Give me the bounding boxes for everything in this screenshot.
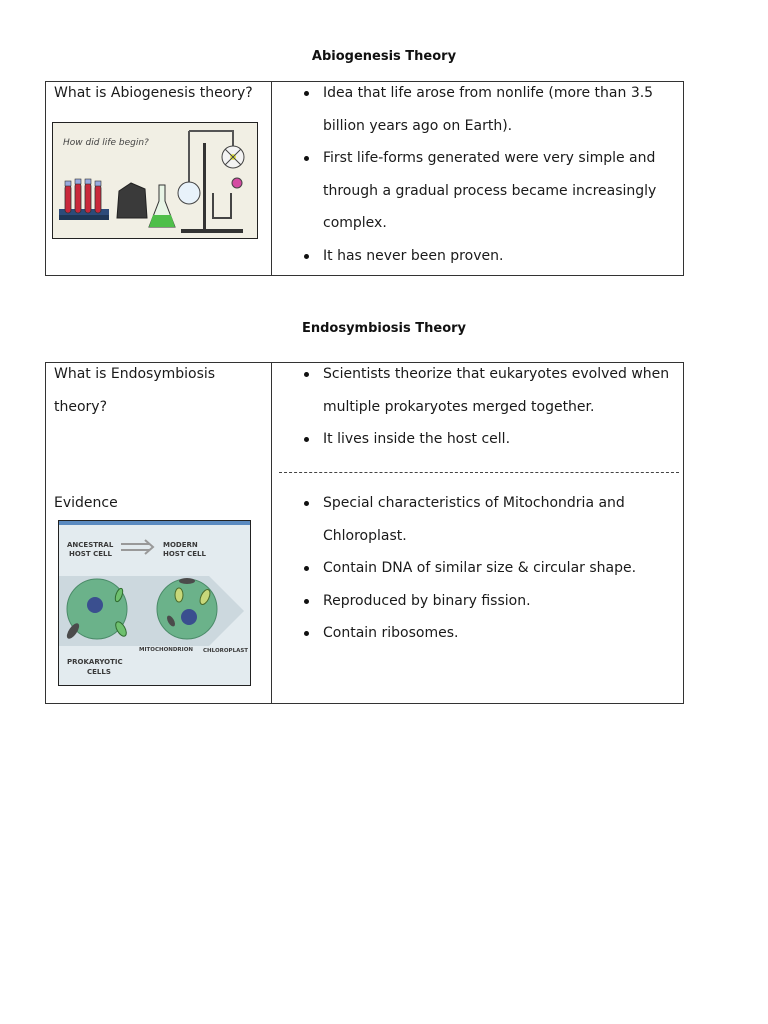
endosymbiosis-diagram: [58, 520, 251, 686]
abiogenesis-title: Abiogenesis Theory: [311, 49, 457, 64]
endosymbiosis-points: [276, 358, 682, 456]
svg-text:ANCESTRAL: ANCESTRAL: [67, 541, 114, 549]
svg-text:MITOCHONDRION: MITOCHONDRION: [139, 647, 193, 653]
list-item: Reproduced by binary fission.: [276, 585, 682, 618]
svg-text:CHLOROPLAST: CHLOROPLAST: [203, 648, 249, 654]
endosymbiosis-title: Endosymbiosis Theory: [301, 321, 467, 336]
dashed-separator: [279, 472, 679, 473]
svg-text:HOST CELL: HOST CELL: [163, 550, 206, 558]
evidence-points: [276, 487, 682, 650]
list-item: It lives inside the host cell.: [276, 423, 682, 456]
abiogenesis-table: [45, 81, 684, 276]
svg-text:PROKARYOTIC: PROKARYOTIC: [67, 658, 123, 666]
list-item: Idea that life arose from nonlife (more than 3.5 billion years ago on Earth).: [276, 77, 682, 142]
list-item: First life-forms generated were very simple and through a gradual process became increasingly complex.: [276, 142, 682, 240]
svg-text:CELLS: CELLS: [87, 668, 111, 676]
list-item: Contain DNA of similar size & circular shape.: [276, 552, 682, 585]
endosymbiosis-table: [45, 362, 684, 704]
endosymbiosis-question: What is Endosymbiosis theory?: [54, 366, 216, 415]
list-item: It has never been proven.: [276, 240, 682, 273]
abiogenesis-points: [276, 77, 682, 272]
list-item: Scientists theorize that eukaryotes evolved when multiple prokaryotes merged together.: [276, 358, 682, 423]
abiogenesis-illustration: [52, 122, 258, 239]
svg-text:HOST CELL: HOST CELL: [69, 550, 112, 558]
column-divider: [271, 363, 272, 703]
svg-text:MODERN: MODERN: [163, 541, 198, 549]
list-item: Contain ribosomes.: [276, 617, 682, 650]
list-item: Special characteristics of Mitochondria and Chloroplast.: [276, 487, 682, 552]
evidence-label: Evidence: [54, 495, 118, 511]
abiogenesis-question: What is Abiogenesis theory?: [54, 85, 253, 101]
illustration-caption: How did life begin?: [63, 138, 149, 148]
column-divider: [271, 82, 272, 275]
